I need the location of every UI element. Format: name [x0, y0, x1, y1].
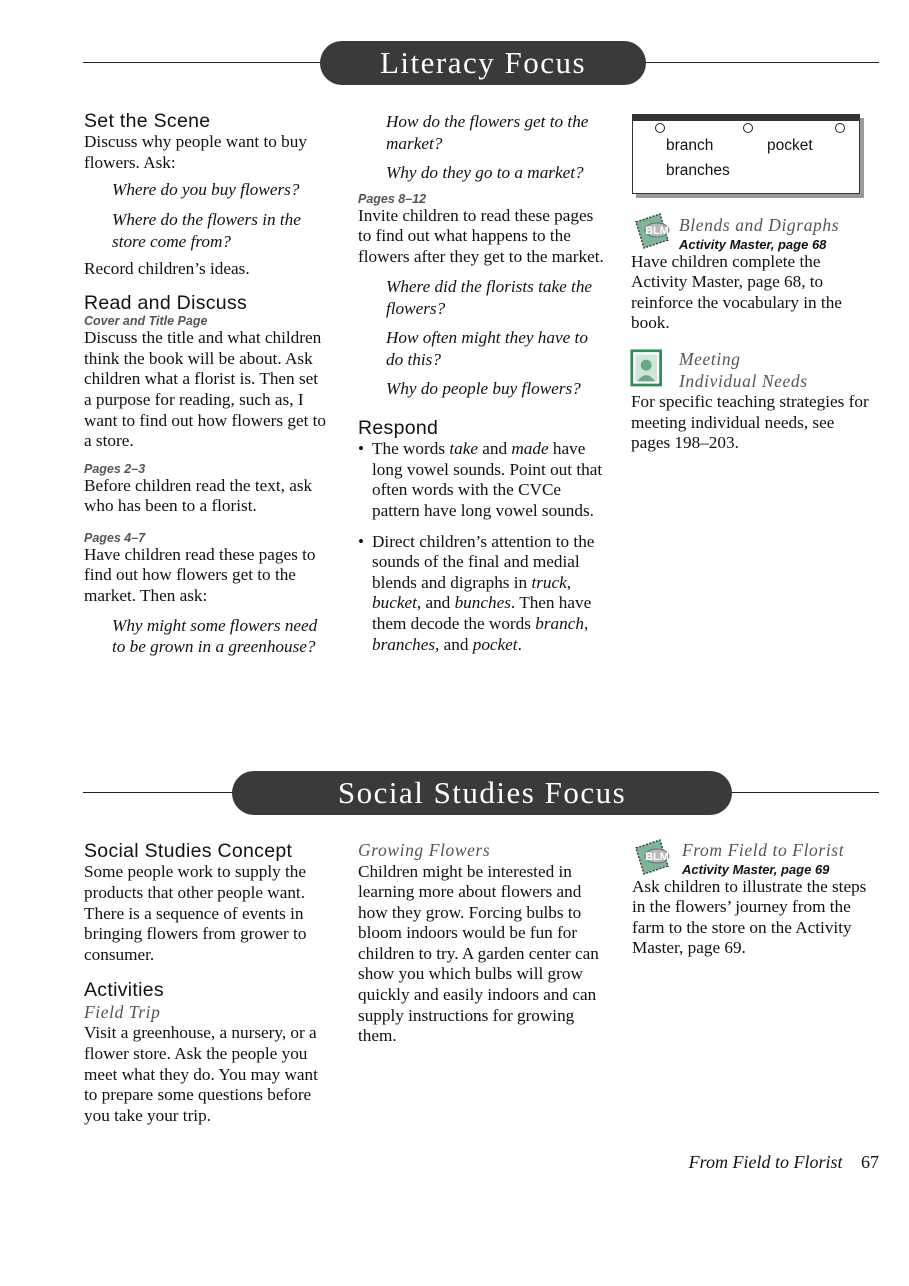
blm-icon-label: BLM: [645, 851, 669, 863]
literacy-column-1: [84, 110, 329, 658]
literacy-column-2: [358, 111, 606, 655]
field-trip-title: Field Trip: [84, 1001, 161, 1022]
field-to-florist-activity-master: Activity Master, page 69: [682, 861, 830, 877]
meeting-text: For specific teaching strategies for meeting individual needs, see pages 198–203.: [631, 392, 869, 453]
vocab-word: branch: [666, 137, 714, 154]
social-concept-text: Some people work to supply the products that other people want. There is a sequence of events in bringing flowers from grower to consumer.: [84, 862, 307, 964]
growing-flowers-text: Children might be interested in learning more about flowers and how they grow. Forcing bulbs to bloom indoors would be fun for children to try. A garden center can show you which bulbs will grow quickly and easily indoors and can supply instructions for growing them.: [358, 861, 599, 1046]
literacy-focus-banner: Literacy Focus: [320, 41, 646, 85]
blends-text: Have children complete the Activity Master, page 68, to reinforce the vocabulary in the book.: [631, 251, 842, 333]
page-footer: [689, 1152, 879, 1173]
cover-title-label: Cover and Title Page: [84, 314, 208, 329]
question-market: How do the flowers get to the market?: [386, 112, 589, 153]
card-hole-icon: [743, 123, 753, 133]
social-rule-left: [83, 792, 235, 793]
cover-title-text: Discuss the title and what children think the book will be about. Ask children what a florist is. Then set a purpose for reading, such as, I want to find out how flowers get to a store.: [84, 328, 327, 451]
footer-book-title: From Field to Florist: [688, 1152, 843, 1172]
field-trip-text: Visit a greenhouse, a nursery, or a flower store. Ask the people you meet what they do. You may want to prepare some questions before you take your trip.: [84, 1023, 318, 1125]
blends-activity-master: Activity Master, page 68: [679, 236, 827, 252]
respond-heading: Respond: [358, 416, 439, 439]
field-to-florist-text: Ask children to illustrate the steps in the flowers’ journey from the farm to the store on the Activity Master, page 69.: [632, 876, 867, 958]
respond-bullet-1: • The words take and made have long vowel sounds. Point out that often words with the CVCe pattern have long vowel sounds.: [358, 439, 606, 521]
social-concept-heading: Social Studies Concept: [84, 840, 293, 862]
set-scene-text: Discuss why people want to buy flowers. Ask:: [84, 132, 307, 173]
pages-4-7-label: Pages 4–7: [84, 530, 146, 545]
pages-4-7-question: Why might some flowers need to be grown in a greenhouse?: [112, 615, 318, 657]
social-rule-right: [728, 792, 879, 793]
respond-bullet-2: • Direct children’s attention to the sounds of the final and medial blends and digraphs in truck, bucket, and bunches. Then have them decode the words branch, branches, and pocket.: [358, 532, 606, 656]
vocab-word: pocket: [767, 137, 813, 154]
question-why-buy: Why do people buy flowers?: [386, 379, 581, 399]
social-column-1: [84, 840, 334, 1126]
vocab-word: branches: [666, 162, 730, 179]
growing-flowers-title: Growing Flowers: [358, 840, 491, 860]
record-text: Record children’s ideas.: [84, 259, 250, 279]
pages-4-7-text: Have children read these pages to find out how flowers get to the market. Then ask:: [84, 544, 316, 606]
card-hole-icon: [655, 123, 665, 133]
social-column-3: [632, 840, 877, 959]
literacy-column-3: [631, 215, 876, 334]
blm-icon-label: BLM: [645, 225, 669, 237]
vocabulary-card: [632, 114, 860, 194]
pages-2-3-label: Pages 2–3: [84, 461, 146, 476]
set-scene-question-1: Where do you buy flowers?: [112, 179, 300, 199]
meeting-needs-block: [631, 349, 876, 454]
blends-digraphs-title: Blends and Digraphs: [679, 215, 840, 235]
question-florists: Where did the florists take the flowers?: [386, 277, 593, 318]
meeting-title-line-2: Individual Needs: [679, 370, 808, 391]
vocabulary-card-bar: [633, 115, 859, 121]
set-scene-heading: Set the Scene: [84, 110, 211, 132]
page-number: 67: [861, 1152, 879, 1172]
meeting-title-line-1: Meeting: [679, 349, 741, 369]
pages-2-3-text: Before children read the text, ask who has been to a florist.: [84, 475, 313, 516]
question-how-often: How often might they have to do this?: [386, 328, 588, 369]
literacy-rule-right: [643, 62, 879, 63]
literacy-rule-left: [83, 62, 323, 63]
card-hole-icon: [835, 123, 845, 133]
activities-heading: Activities: [84, 979, 164, 1002]
pages-8-12-text: Invite children to read these pages to find out what happens to the flowers after they get to the market.: [358, 205, 604, 266]
read-discuss-heading: Read and Discuss: [84, 291, 248, 314]
field-to-florist-title: From Field to Florist: [682, 840, 845, 860]
pages-8-12-label: Pages 8–12: [358, 191, 427, 206]
social-studies-focus-banner: Social Studies Focus: [232, 771, 732, 815]
social-column-2: [358, 840, 606, 1047]
question-why-market: Why do they go to a market?: [386, 163, 584, 182]
set-scene-question-2: Where do the flowers in the store come from?: [112, 210, 301, 251]
